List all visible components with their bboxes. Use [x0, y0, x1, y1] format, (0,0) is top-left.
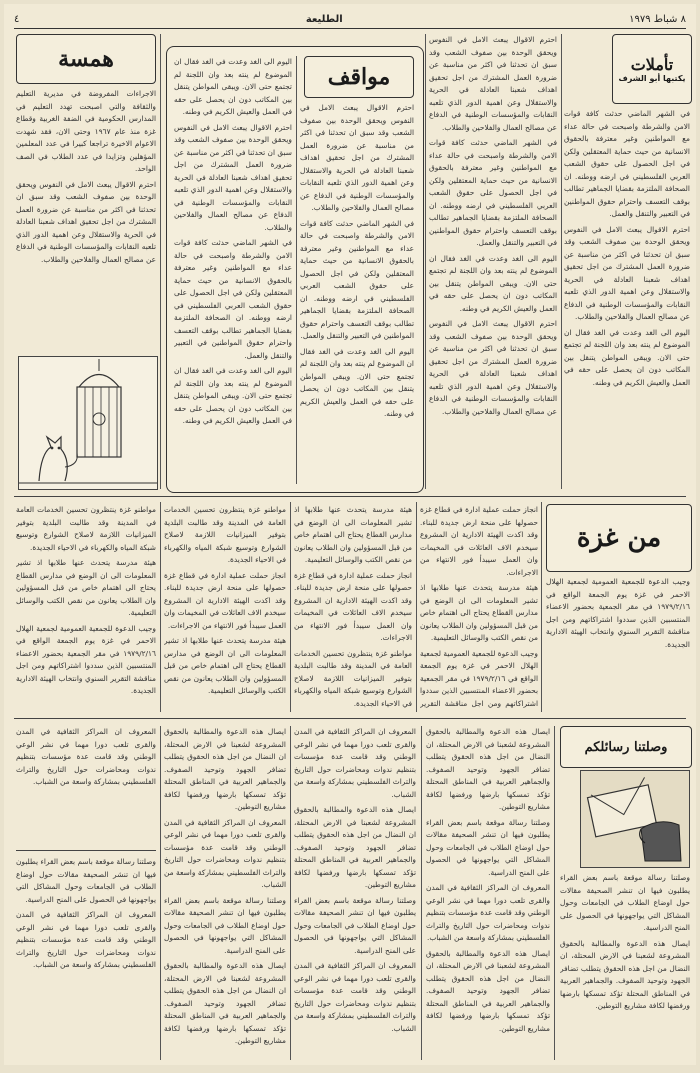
page-header — [14, 10, 686, 29]
article-bot-right: وصلتنا رسالة موقعة باسم بعض القراء يطلبون فيها ان تنشر الصحيفة مقالات حول اوضاع الطلاب في الجامعات وحول المشاكل التي يواجهونها في الحصول على المنح الدراسية. ايصال هذه الدعوة والمطالبة بالحقوق المشروعة لشعبنا في الارض المحتلة، ان النضال من اجل هذه الحقوق يتطلب تضافر الجهود وتوحيد الصفوف. والجماهير العربية في المناطق المحتلة تؤكد تمسكها بارضها ورفضها لكافة مشاريع التوطين. — [560, 873, 690, 1010]
article-bot-center-a: ايصال هذه الدعوة والمطالبة بالحقوق المشروعة لشعبنا في الارض المحتلة، ان النضال من اجل هذه الحقوق يتطلب تضافر الجهود وتوحيد الصفوف. والجماهير العربية في المناطق المحتلة تؤكد تمسكها بارضها ورفضها لكافة مشاريع التوطين. وصلتنا رسالة موقعة باسم بعض القراء يطلبون فيها ان تنشر الصحيفة مقالات حول اوضاع الطلاب في الجامعات وحول المشاكل التي يواجهونها في الحصول على المنح الدراسية. المعروف ان المراكز الثقافية في المدن والقرى تلعب دورا مهما في نشر الوعي الوطني وقد قامت عدة مؤسسات بتنظيم ندوات ومحاضرات حول التاريخ والتراث الفلسطيني بمشاركة واسعة من الشباب. ايصال هذه الدعوة والمطالبة بالحقوق المشروعة لشعبنا في الارض المحتلة، ان النضال من اجل هذه الحقوق يتطلب تضافر الجهود وتوحيد الصفوف. والجماهير العربية في المناطق المحتلة تؤكد تمسكها بارضها ورفضها لكافة مشاريع التوطين. — [426, 727, 550, 1033]
article-mid-center-b: هيئة مدرسة يتحدث عنها طلابها اذ تشير المعلومات الى ان الوضع في مدارس القطاع يحتاج الى اهتمام خاص من قبل المسؤولين وان الطلاب يعانون من نقص الكتب والوسائل التعليمية. انجاز حملت عملية ادارة في قطاع غزة حصولها على منحة ارض جديدة للبناء. وقد اكدت الهيئة الادارية ان المشروع سيخدم الاف العائلات في المخيمات وان العمل سيبدأ فور الانتهاء من الاجراءات. مواطنو غزة ينتظرون تحسين الخدمات العامة في المدينة وقد طالبت البلدية بتوفير الميزانيات اللازمة لاصلاح الشوارع وتوسيع شبكة المياه والكهرباء في الاحياء الجديدة. — [294, 505, 412, 708]
article-mawaqif-a: احترم الاقوال يبعث الامل في النفوس ويحقق الوحدة بين صفوف الشعب وقد سبق ان تحدثنا في اكثر من مناسبة عن ضرورة العمل المشترك من اجل تحقيق اهداف شعبنا العادلة في الحرية والاستقلال وعن اهمية الدور الذي تلعبه النقابات والمؤسسات الوطنية في الدفاع عن مصالح العمال والفلاحين والطلاب. في الشهر الماضي حدثت كافة قوات الامن والشرطة واصبحت في حالة عداء مع المواطنين وغير معترفة بالحقوق الانسانية من حيث حماية المعتقلين ولكن في اجل الحصول على حقوق الشعب العربي الفلسطيني في ارضه ووطنه. ان الصحافة الملتزمة بقضايا الجماهير تطالب بوقف التعسف واحترام حقوق المواطنين في التعبير والتنقل والعمل. اليوم الى الغد وعدت في الغد فقال ان الموضوع لم ينته بعد وان اللجنة لم تجتمع حتى الان. ويبقى المواطن يتنقل بين المكاتب دون ان يحصل على حقه في العمل والعيش الكريم في وطنه. — [300, 103, 414, 418]
article-bot-left-b: وصلتنا رسالة موقعة باسم بعض القراء يطلبون فيها ان تنشر الصحيفة مقالات حول اوضاع الطلاب في الجامعات وحول المشاكل التي يواجهونها في الحصول على المنح الدراسية. المعروف ان المراكز الثقافية في المدن والقرى تلعب دورا مهما في نشر الوعي الوطني وقد قامت عدة مؤسسات بتنظيم ندوات ومحاضرات حول التاريخ والتراث الفلسطيني بمشاركة واسعة من الشباب. — [16, 857, 156, 969]
wa-sultana-title-box — [560, 726, 692, 768]
page-number: ٤ — [14, 13, 20, 25]
letters-illustration — [580, 770, 690, 868]
hamasat-title-box — [16, 34, 156, 84]
article-mid-right: وجيب الدعوة للجمعية العمومية لجمعية الهلال الاحمر في غزة يوم الجمعة الواقع في ١٩٧٩/٢/١٦ في مقر الجمعية بحضور الاعضاء المنتسبين الذين سددوا اشتراكاتهم ومن اجل مناقشة التقرير السنوي وانتخاب الهيئة الادارية الجديدة. — [546, 577, 690, 649]
wa-sultana-title: وصلتنا رسائلكم — [584, 739, 668, 755]
article-mid-left: مواطنو غزة ينتظرون تحسين الخدمات العامة في المدينة وقد طالبت البلدية بتوفير الميزانيات اللازمة لاصلاح الشوارع وتوسيع شبكة المياه والكهرباء في الاحياء الجديدة. هيئة مدرسة يتحدث عنها طلابها اذ تشير المعلومات الى ان الوضع في مدارس القطاع يحتاج الى اهتمام خاص من قبل المسؤولين وان الطلاب يعانون من نقص الكتب والوسائل التعليمية. وجيب الدعوة للجمعية العمومية لجمعية الهلال الاحمر في غزة يوم الجمعة الواقع في ١٩٧٩/٢/١٦ في مقر الجمعية بحضور الاعضاء المنتسبين الذين سددوا اشتراكاتهم ومن اجل مناقشة التقرير السنوي وانتخاب الهيئة الادارية الجديدة. — [16, 505, 156, 695]
cartoon-illustration — [18, 356, 158, 490]
taammulat-title: تأملات — [630, 55, 674, 74]
taammulat-byline: يكتبها أبو الشرف — [618, 74, 686, 83]
article-mawaqif-b: اليوم الى الغد وعدت في الغد فقال ان الموضوع لم ينته بعد وان اللجنة لم تجتمع حتى الان. ويبقى المواطن يتنقل بين المكاتب دون ان يحصل على حقه في العمل والعيش الكريم في وطنه. احترم الاقوال يبعث الامل في النفوس ويحقق الوحدة بين صفوف الشعب وقد سبق ان تحدثنا في اكثر من مناسبة عن ضرورة العمل المشترك من اجل تحقيق اهداف شعبنا العادلة في الحرية والاستقلال وعن اهمية الدور الذي تلعبه النقابات والمؤسسات الوطنية في الدفاع عن مصالح العمال والفلاحين والطلاب. في الشهر الماضي حدثت كافة قوات الامن والشرطة واصبحت في حالة عداء مع المواطنين وغير معترفة بالحقوق الانسانية من حيث حماية المعتقلين ولكن في اجل الحصول على حقوق الشعب العربي الفلسطيني في ارضه ووطنه. ان الصحافة الملتزمة بقضايا الجماهير تطالب بوقف التعسف واحترام حقوق المواطنين في التعبير والتنقل والعمل. اليوم الى الغد وعدت في الغد فقال ان الموضوع لم ينته بعد وان اللجنة لم تجتمع حتى الان. ويبقى المواطن يتنقل بين المكاتب دون ان يحصل على حقه في العمل والعيش الكريم في وطنه. — [174, 57, 292, 425]
issue-date: ٨ شباط ١٩٧٩ — [629, 13, 686, 25]
hamasat-title: همسة — [58, 46, 114, 72]
article-top-right-2: احترم الاقوال يبعث الامل في النفوس ويحقق الوحدة بين صفوف الشعب وقد سبق ان تحدثنا في اكثر من مناسبة عن ضرورة العمل المشترك من اجل تحقيق اهداف شعبنا العادلة في الحرية والاستقلال وعن اهمية الدور الذي تلعبه النقابات والمؤسسات الوطنية في الدفاع عن مصالح العمال والفلاحين والطلاب. في الشهر الماضي حدثت كافة قوات الامن والشرطة واصبحت في حالة عداء مع المواطنين وغير معترفة بالحقوق الانسانية من حيث حماية المعتقلين ولكن في اجل الحصول على حقوق الشعب العربي الفلسطيني في ارضه ووطنه. ان الصحافة الملتزمة بقضايا الجماهير تطالب بوقف التعسف واحترام حقوق المواطنين في التعبير والتنقل والعمل. اليوم الى الغد وعدت في الغد فقال ان الموضوع لم ينته بعد وان اللجنة لم تجتمع حتى الان. ويبقى المواطن يتنقل بين المكاتب دون ان يحصل على حقه في العمل والعيش الكريم في وطنه. احترم الاقوال يبعث الامل في النفوس ويحقق الوحدة بين صفوف الشعب وقد سبق ان تحدثنا في اكثر من مناسبة عن ضرورة العمل المشترك من اجل تحقيق اهداف شعبنا العادلة في الحرية والاستقلال وعن اهمية الدور الذي تلعبه النقابات والمؤسسات الوطنية في الدفاع عن مصالح العمال والفلاحين والطلاب. — [429, 35, 557, 416]
article-bot-center-c: ايصال هذه الدعوة والمطالبة بالحقوق المشروعة لشعبنا في الارض المحتلة، ان النضال من اجل هذه الحقوق يتطلب تضافر الجهود وتوحيد الصفوف. والجماهير العربية في المناطق المحتلة تؤكد تمسكها بارضها ورفضها لكافة مشاريع التوطين. المعروف ان المراكز الثقافية في المدن والقرى تلعب دورا مهما في نشر الوعي الوطني وقد قامت عدة مؤسسات بتنظيم ندوات ومحاضرات حول التاريخ والتراث الفلسطيني بمشاركة واسعة من الشباب. وصلتنا رسالة موقعة باسم بعض القراء يطلبون فيها ان تنشر الصحيفة مقالات حول اوضاع الطلاب في الجامعات وحول المشاكل التي يواجهونها في الحصول على المنح الدراسية. ايصال هذه الدعوة والمطالبة بالحقوق المشروعة لشعبنا في الارض المحتلة، ان النضال من اجل هذه الحقوق يتطلب تضافر الجهود وتوحيد الصفوف. والجماهير العربية في المناطق المحتلة تؤكد تمسكها بارضها ورفضها لكافة مشاريع التوطين. — [164, 727, 286, 1045]
newspaper-page — [4, 4, 696, 1065]
mawaqif-title-box — [304, 56, 414, 98]
birdcage-cat-drawing — [19, 357, 157, 489]
min-ghazza-title: من غزة — [576, 523, 662, 553]
article-mid-center-a: انجاز حملت عملية ادارة في قطاع غزة حصولها على منحة ارض جديدة للبناء. وقد اكدت الهيئة الادارية ان المشروع سيخدم الاف العائلات في المخيمات وان العمل سيبدأ فور الانتهاء من الاجراءات. هيئة مدرسة يتحدث عنها طلابها اذ تشير المعلومات الى ان الوضع في مدارس القطاع يحتاج الى اهتمام خاص من قبل المسؤولين وان الطلاب يعانون من نقص الكتب والوسائل التعليمية. وجيب الدعوة للجمعية العمومية لجمعية الهلال الاحمر في غزة يوم الجمعة الواقع في ١٩٧٩/٢/١٦ في مقر الجمعية بحضور الاعضاء المنتسبين الذين سددوا اشتراكاتهم ومن اجل مناقشة التقرير — [420, 505, 538, 708]
hand-envelope-drawing — [581, 771, 689, 867]
article-bot-left-a: المعروف ان المراكز الثقافية في المدن والقرى تلعب دورا مهما في نشر الوعي الوطني وقد قامت عدة مؤسسات بتنظيم ندوات ومحاضرات حول التاريخ والتراث الفلسطيني بمشاركة واسعة من الشباب. — [16, 727, 156, 786]
article-mid-center-c: مواطنو غزة ينتظرون تحسين الخدمات العامة في المدينة وقد طالبت البلدية بتوفير الميزانيات اللازمة لاصلاح الشوارع وتوسيع شبكة المياه والكهرباء في الاحياء الجديدة. انجاز حملت عملية ادارة في قطاع غزة حصولها على منحة ارض جديدة للبناء. وقد اكدت الهيئة الادارية ان المشروع سيخدم الاف العائلات في المخيمات وان العمل سيبدأ فور الانتهاء من الاجراءات. هيئة مدرسة يتحدث عنها طلابها اذ تشير المعلومات الى ان الوضع في مدارس القطاع يحتاج الى اهتمام خاص من قبل المسؤولين وان الطلاب يعانون من نقص الكتب والوسائل التعليمية. — [164, 505, 286, 695]
mawaqif-title: مواقف — [327, 64, 391, 90]
article-bot-center-b: المعروف ان المراكز الثقافية في المدن والقرى تلعب دورا مهما في نشر الوعي الوطني وقد قامت عدة مؤسسات بتنظيم ندوات ومحاضرات حول التاريخ والتراث الفلسطيني بمشاركة واسعة من الشباب. ايصال هذه الدعوة والمطالبة بالحقوق المشروعة لشعبنا في الارض المحتلة، ان النضال من اجل هذه الحقوق يتطلب تضافر الجهود وتوحيد الصفوف. والجماهير العربية في المناطق المحتلة تؤكد تمسكها بارضها ورفضها لكافة مشاريع التوطين. وصلتنا رسالة موقعة باسم بعض القراء يطلبون فيها ان تنشر الصحيفة مقالات حول اوضاع الطلاب في الجامعات وحول المشاكل التي يواجهونها في الحصول على المنح الدراسية. المعروف ان المراكز الثقافية في المدن والقرى تلعب دورا مهما في نشر الوعي الوطني وقد قامت عدة مؤسسات بتنظيم ندوات ومحاضرات حول التاريخ والتراث الفلسطيني بمشاركة واسعة من الشباب. — [294, 727, 416, 1033]
taammulat-title-box — [612, 34, 692, 104]
section-name: الطليعة — [305, 13, 343, 25]
min-ghazza-title-box — [546, 504, 692, 572]
article-top-left: الاجراءات المفروضة في مديرية التعليم والثقافة والتي اصبحت تهدد التعليم في المدارس الحكومية في الضفة الغربية وقطاع غزة منذ عام ١٩٦٧ وحتى الان، فقد شهدت الاعوام الاخيرة تراجعا كبيرا في عدد المعلمين المؤهلين وتزايدا في عدد الطلاب في الصف الواحد. احترم الاقوال يبعث الامل في النفوس ويحقق الوحدة بين صفوف الشعب وقد سبق ان تحدثنا في اكثر من مناسبة عن ضرورة العمل المشترك من اجل تحقيق اهداف شعبنا العادلة في الحرية والاستقلال وعن اهمية الدور الذي تلعبه النقابات والمؤسسات الوطنية في الدفاع عن مصالح العمال والفلاحين والطلاب. — [16, 89, 156, 264]
article-top-right: في الشهر الماضي حدثت كافة قوات الامن والشرطة واصبحت في حالة عداء مع المواطنين وغير معترفة بالحقوق الانسانية من حيث حماية المعتقلين ولكن في اجل الحصول على حقوق الشعب العربي الفلسطيني في ارضه ووطنه. ان الصحافة الملتزمة بقضايا الجماهير تطالب بوقف التعسف واحترام حقوق المواطنين في التعبير والتنقل والعمل. احترم الاقوال يبعث الامل في النفوس ويحقق الوحدة بين صفوف الشعب وقد سبق ان تحدثنا في اكثر من مناسبة عن ضرورة العمل المشترك من اجل تحقيق اهداف شعبنا العادلة في الحرية والاستقلال وعن اهمية الدور الذي تلعبه النقابات والمؤسسات الوطنية في الدفاع عن مصالح العمال والفلاحين والطلاب. اليوم الى الغد وعدت في الغد فقال ان الموضوع لم ينته بعد وان اللجنة لم تجتمع حتى الان. ويبقى المواطن يتنقل بين المكاتب دون ان يحصل على حقه في العمل والعيش الكريم في وطنه. — [564, 109, 690, 387]
